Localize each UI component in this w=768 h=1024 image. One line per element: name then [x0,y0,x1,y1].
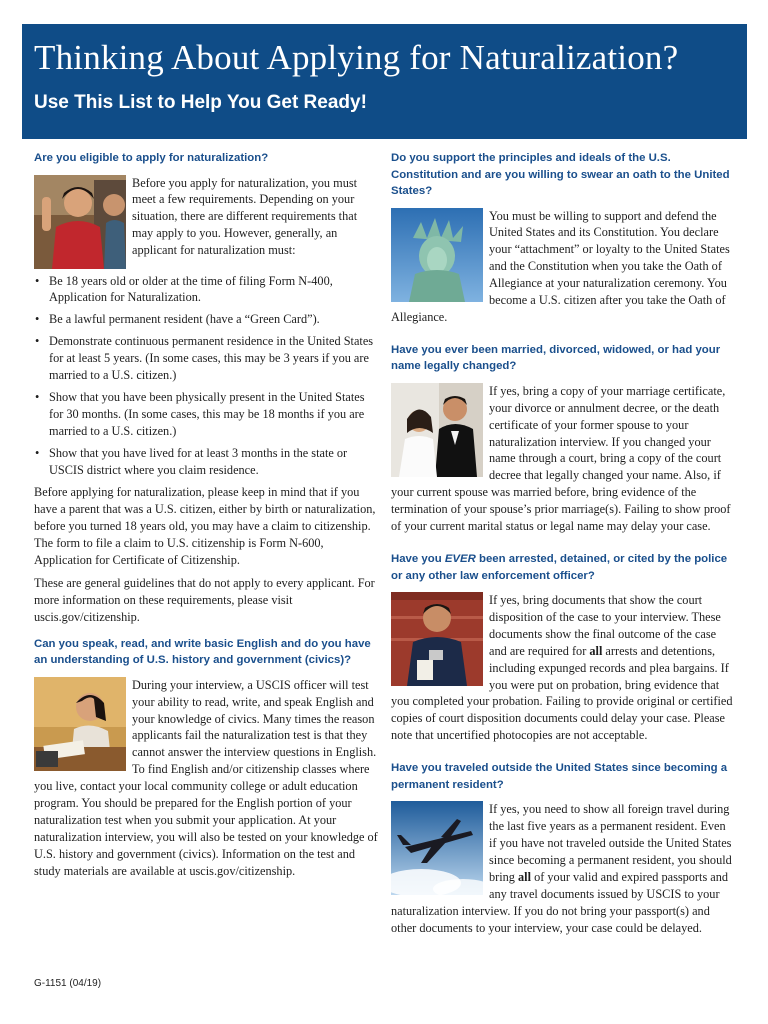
travel-text: If yes, you need to show all foreign travel during the last five years as a permanent resident. Even if you have not traveled outside the United States since becoming a permanent resident, you should bring all of your valid and expired passports and any travel documents issued by USCIS to your naturalization interview. If you do not bring your passport(s) and other documents to your interview, your case could be delayed. [391,802,732,935]
parent-citizen-paragraph: Before applying for naturalization, please keep in mind that if you have a parent that was a U.S. citizen, either by birth or naturalization, before you turned 18 years old, you may have a claim to citizenship. The form to file a claim to U.S. citizenship is Form N-600, Application for Certificate of Citizenship. [34,485,376,568]
airplane-sky-photo [391,801,483,895]
requirement-item: • Show that you have been physically present in the United States for 30 months. (In some cases, this may be 18 months if you are married to a U.S. citizen.) [34,389,378,440]
requirement-item: • Demonstrate continuous permanent residence in the United States for at least 5 years. (In some cases, this may be 3 years if you are married to a U.S. citizen.) [34,333,378,384]
english-civics-heading: Can you speak, read, and write basic English and do you have an understanding of U.S. history and government (civics)? [34,637,371,667]
constitution-section [391,150,733,332]
police-officer-photo [391,592,483,686]
right-column [391,150,733,952]
arrest-section [391,551,733,750]
eligibility-heading: Are you eligible to apply for naturalization? [34,152,269,164]
student-studying-photo [34,677,126,771]
eligibility-requirements-list [34,273,378,479]
raised-hand-woman-photo [34,175,126,269]
eligibility-intro: Before you apply for naturalization, you must meet a few requirements. Depending on your situation, there are different requirements that may apply to you. However, generally, an applicant for naturalization must: [132,175,358,258]
travel-heading: Have you traveled outside the United States since becoming a permanent resident? [391,762,728,791]
header-banner [22,24,747,139]
requirement-item: • Be 18 years old or older at the time of filing Form N-400, Application for Naturalization. [34,273,378,307]
requirement-item: • Be a lawful permanent resident (have a “Green Card”). [34,311,378,328]
constitution-heading: Do you support the principles and ideals of the U.S. Constitution and are you willing to swear an oath to the United States? [391,152,730,197]
english-civics-text: During your interview, a USCIS officer will test your ability to read, write, and speak English and your knowledge of civics. Many times the reason applicants fail the naturalization test is that they cannot answer the interview questions in English. To find English and/or citizenship classes where you live, contact your local community college or adult education program. You should be prepared for the English portion of your naturalization test when you submit your application. At your naturalization interview, you will also be tested on your knowledge of U.S. history and government (civics). Information on the test and study materials are available at uscis.gov/citizenship. [34,677,378,878]
page-subtitle: Use This List to Help You Get Ready! [34,92,367,113]
marriage-text: If yes, bring a copy of your marriage certificate, your divorce or annulment decree, or the death certificate of your former spouse to your naturalization interview. If you changed your name through a court, bring a copy of the court decree that legally changed your name. Also, if your current spouse was married before, bring evidence of the termination of your spouse’s prior marriage(s). Failing to show proof of your current marital status or legal name may delay your case. [391,383,731,534]
requirement-item: • Show that you have lived for at least 3 months in the state or USCIS district where you claim residence. [34,445,378,479]
marriage-section [391,342,733,541]
guidelines-paragraph: These are general guidelines that do not apply to every applicant. For more information on these requirements, please visit uscis.gov/citizenship. [34,576,375,624]
travel-section [391,760,733,942]
arrest-heading: Have you EVER been arrested, detained, or cited by the police or any other law enforcement officer? [391,553,728,582]
form-number: G-1151 (04/19) [34,978,102,989]
left-column [34,150,378,896]
marriage-heading: Have you ever been married, divorced, widowed, or had your name legally changed? [391,343,721,373]
wedding-couple-photo [391,383,483,477]
statue-of-liberty-photo [391,208,483,302]
arrest-text: If yes, bring documents that show the court disposition of the case to your interview. These documents show the final outcome of the case and are required for all arrests and detentions, including expunged records and plea bargains. If you were put on probation, bring evidence that you completed your probation. Failing to provide original or certified copies of court disposition documents could delay your case. Please note that uncertified photocopies are not acceptable. [391,593,733,743]
english-civics-section [34,636,378,886]
constitution-text: You must be willing to support and defend the United States and its Constitution. You declare your “attachment” or loyalty to the United States and the Constitution when you take the Oath of Allegiance at your naturalization ceremony. You become a U.S. citizen after you take the Oath of Allegiance. [391,208,730,324]
page-title: Thinking About Applying for Naturalization? [34,38,679,77]
eligibility-section [34,150,378,626]
